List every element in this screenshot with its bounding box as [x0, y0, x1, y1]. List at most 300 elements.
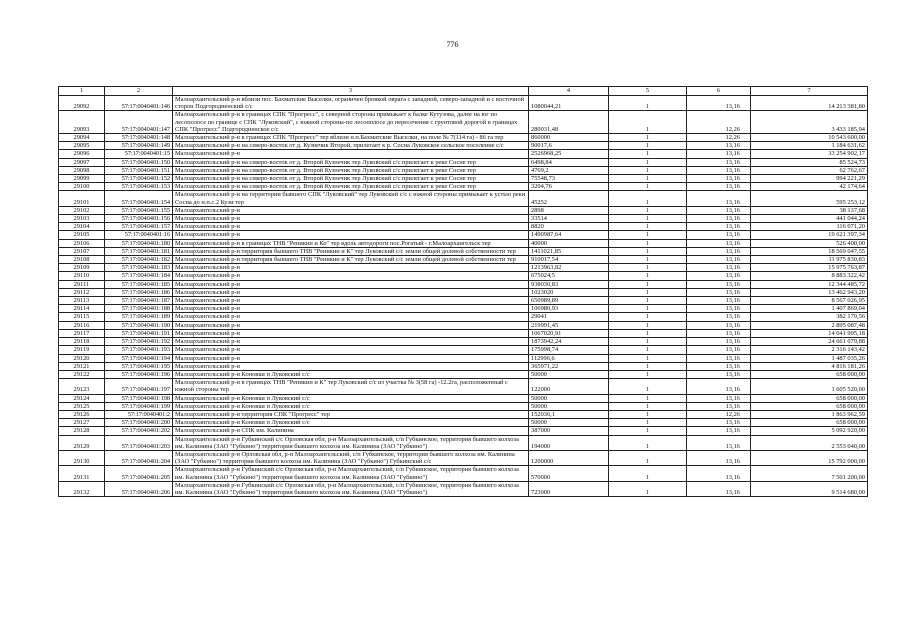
table-row [59, 223, 868, 231]
table-row [59, 419, 868, 427]
table-row [59, 158, 868, 166]
location-description-cell: Малоархангельский р-н на северо-восток от д. Кузнечик Второй, прилегает к р. Сосна Луковское сельское поселение с/с [173, 142, 529, 150]
table-row [59, 329, 868, 337]
cadastral-value-cell: 658 000,00 [751, 394, 868, 402]
location-description-cell: Малоархангельский р-н в границах ТНВ "Реникин и Ко" тер вдоль автодороги пос.Рогатый - г.Малоархангельск тер [173, 239, 529, 247]
location-description-cell: Малоархангельский р-н на северо-восток от д. Второй Кузнечик тер Луковский с/с прилегает к реке Сосне тер [173, 183, 529, 191]
rate-cell: 13,16 [687, 158, 751, 166]
cadastral-value-cell: 42 174,64 [751, 183, 868, 191]
cadastral-value-cell: 1 407 869,04 [751, 305, 868, 313]
cadastral-value-cell: 13 462 943,20 [751, 288, 868, 296]
cadastral-value-cell: 1 605 520,00 [751, 379, 868, 394]
quantity-cell: 1 [609, 288, 687, 296]
area-cell: 29041 [529, 313, 609, 321]
area-cell: 122000 [529, 379, 609, 394]
location-description-cell: Малоархангельский р-н в границах СПК "Прогресс", с северной стороны примыкает к балке Кутузова, далее на юг по лесополосе по границе с СПК "Луковский", с южной стороны-по лесополосе до пересечения с грунтовой дорогой в границах СПК "Прогресс" Подгородненское с/с [173, 111, 529, 134]
cadastral-number-cell: 57:17:0040401:195 [105, 362, 173, 370]
location-description-cell: Малоархангельский р-н [173, 272, 529, 280]
quantity-cell: 1 [609, 410, 687, 418]
quantity-cell: 1 [609, 256, 687, 264]
table-row [59, 362, 868, 370]
rate-cell: 13,16 [687, 370, 751, 378]
quantity-cell: 1 [609, 362, 687, 370]
table-row [59, 297, 868, 305]
quantity-cell: 1 [609, 450, 687, 465]
row-number-cell: 29098 [59, 166, 105, 174]
table-row [59, 313, 868, 321]
cadastral-value-cell: 4 816 181,26 [751, 362, 868, 370]
location-description-cell: Малоархангельский р-н Губкинский с/с Орловская обл, р-н Малоархангельский, с/п Губкинское, территория бывшего колхоза им. Калинина (ЗАО "Губкино") территория бывшего колхоза им. Калинина (ЗАО "Губкино") [173, 466, 529, 481]
area-cell: 1023020 [529, 288, 609, 296]
table-row [59, 394, 868, 402]
area-cell: 1873942,24 [529, 338, 609, 346]
cadastral-number-cell: 57:17:0040401:194 [105, 354, 173, 362]
area-cell: 860000 [529, 134, 609, 142]
rate-cell: 13,16 [687, 402, 751, 410]
area-cell: 194000 [529, 435, 609, 450]
table-row [59, 215, 868, 223]
row-number-cell: 29124 [59, 394, 105, 402]
rate-cell: 13,16 [687, 305, 751, 313]
rate-cell: 13,16 [687, 321, 751, 329]
location-description-cell: Малоархангельский р-н Коновки п Луковский с/с [173, 402, 529, 410]
table-row [59, 338, 868, 346]
cadastral-value-cell: 18 569 047,55 [751, 247, 868, 255]
quantity-cell: 1 [609, 111, 687, 134]
area-cell: 106980,93 [529, 305, 609, 313]
row-number-cell: 29121 [59, 362, 105, 370]
rate-cell: 13,16 [687, 297, 751, 305]
rate-cell: 13,16 [687, 166, 751, 174]
table-row [59, 256, 868, 264]
row-number-cell: 29115 [59, 313, 105, 321]
quantity-cell: 1 [609, 223, 687, 231]
location-description-cell: Малоархангельский р-н [173, 231, 529, 239]
location-description-cell: Малоархангельский р-н в границах СПК "Прогресс" тер вблизи н.п.Бахматские Выселки, на поле № 7(114 га) - 86 га тер [173, 134, 529, 142]
table-row [59, 354, 868, 362]
cadastral-number-cell: 57:17:0040401:182 [105, 256, 173, 264]
location-description-cell: Малоархангельский р-н [173, 223, 529, 231]
rate-cell: 13,16 [687, 239, 751, 247]
cadastral-value-cell: 14 041 995,18 [751, 329, 868, 337]
cadastral-number-cell: 57:17:0040401:157 [105, 223, 173, 231]
table-row [59, 191, 868, 206]
cadastral-number-cell: 57:17:0040401:190 [105, 321, 173, 329]
row-number-cell: 29111 [59, 280, 105, 288]
cadastral-value-cell: 3 433 185,94 [751, 111, 868, 134]
location-description-cell: Малоархангельский р-н на территории бывшего СПК "Луковский" тер Луковский с/с с южной стороны примыкает к устью реки Сосна до н.п.с.2 Кузи тер [173, 191, 529, 206]
location-description-cell: Малоархангельский р-н Коновки п Луковский с/с [173, 419, 529, 427]
rate-cell: 13,16 [687, 362, 751, 370]
row-number-cell: 29112 [59, 288, 105, 296]
cadastral-number-cell: 57:17:0040401:184 [105, 272, 173, 280]
row-number-cell: 29125 [59, 402, 105, 410]
quantity-cell: 1 [609, 183, 687, 191]
column-header: 7 [751, 87, 868, 96]
row-number-cell: 29129 [59, 435, 105, 450]
area-cell: 50000 [529, 370, 609, 378]
area-cell: 910017,54 [529, 256, 609, 264]
cadastral-value-cell: 19 621 397,34 [751, 231, 868, 239]
cadastral-number-cell: 57:17:0040401:202 [105, 427, 173, 435]
rate-cell: 13,16 [687, 354, 751, 362]
cadastral-value-cell: 382 179,56 [751, 313, 868, 321]
location-description-cell: Малоархангельский р-н Коновки п Луковский с/с [173, 370, 529, 378]
area-cell: 45252 [529, 191, 609, 206]
area-cell: 152036,1 [529, 410, 609, 418]
area-cell: 938030,83 [529, 280, 609, 288]
table-row [59, 183, 868, 191]
column-number-row [59, 87, 868, 96]
cadastral-number-cell: 57:17:0040401:204 [105, 450, 173, 465]
row-number-cell: 29113 [59, 297, 105, 305]
cadastral-number-cell: 57:17:0040401:16 [105, 231, 173, 239]
row-number-cell: 29131 [59, 466, 105, 481]
column-header: 5 [609, 87, 687, 96]
cadastral-value-cell: 2 895 087,48 [751, 321, 868, 329]
quantity-cell: 1 [609, 96, 687, 111]
row-number-cell: 29117 [59, 329, 105, 337]
area-cell: 365971,22 [529, 362, 609, 370]
cadastral-number-cell: 57:17:0040401:191 [105, 329, 173, 337]
cadastral-value-cell: 526 400,00 [751, 239, 868, 247]
quantity-cell: 1 [609, 272, 687, 280]
row-number-cell: 29110 [59, 272, 105, 280]
rate-cell: 13,16 [687, 247, 751, 255]
area-cell: 1213963,82 [529, 264, 609, 272]
rate-cell: 13,16 [687, 450, 751, 465]
cadastral-number-cell: 57:17:0040401:193 [105, 346, 173, 354]
cadastral-value-cell: 7 501 200,00 [751, 466, 868, 481]
cadastral-number-cell: 57:17:0040401:151 [105, 166, 173, 174]
page-number: 776 [446, 40, 459, 49]
rate-cell: 13,16 [687, 313, 751, 321]
column-header: 1 [59, 87, 105, 96]
area-cell: 2526968,25 [529, 150, 609, 158]
row-number-cell: 29105 [59, 231, 105, 239]
location-description-cell: Малоархангельский р-н на северо-восток от д. Второй Кузнечик тер Луковский с/с прилегает к реке Сосне тер [173, 166, 529, 174]
row-number-cell: 29114 [59, 305, 105, 313]
location-description-cell: Малоархангельский р-н Губкинский с/с Орловская обл, р-н Малоархангельский, с/п Губкинское, территория бывшего колхоза им. Калинина (ЗАО "Губкино") территория бывшего колхоза им. Калинина (ЗАО "Губкино") [173, 481, 529, 496]
location-description-cell: Малоархангельский р-н Губкинский с/с Орловская обл, р-н Малоархангельский, с/п Губкинское, территория бывшего колхоза им. Калинина (ЗАО "Губкино") территория бывшего колхоза им. Калинина (ЗАО "Губкино") [173, 435, 529, 450]
table-row [59, 280, 868, 288]
row-number-cell: 29126 [59, 410, 105, 418]
area-cell: 4769,2 [529, 166, 609, 174]
location-description-cell: Малоархангельский р-н [173, 362, 529, 370]
quantity-cell: 1 [609, 280, 687, 288]
cadastral-value-cell: 1 184 631,62 [751, 142, 868, 150]
table-row [59, 450, 868, 465]
area-cell: 33514 [529, 215, 609, 223]
location-description-cell: Малоархангельский р-н на северо-восток от д. Второй Кузнечик тер Луковский с/с прилегает к реке Сосне тер [173, 158, 529, 166]
cadastral-number-cell: 57:17:0040401:205 [105, 466, 173, 481]
quantity-cell: 1 [609, 354, 687, 362]
cadastral-number-cell: 57:17:0040401:150 [105, 158, 173, 166]
cadastral-value-cell: 11 975 830,83 [751, 256, 868, 264]
quantity-cell: 1 [609, 346, 687, 354]
area-cell: 723000 [529, 481, 609, 496]
location-description-cell: Малоархангельский р-н [173, 288, 529, 296]
cadastral-number-cell: 57:17:0040401:185 [105, 280, 173, 288]
location-description-cell: Малоархангельский р-н [173, 338, 529, 346]
location-description-cell: Малоархангельский р-н [173, 305, 529, 313]
quantity-cell: 1 [609, 370, 687, 378]
cadastral-number-cell: 57:17:0040401:198 [105, 394, 173, 402]
row-number-cell: 29127 [59, 419, 105, 427]
area-cell: 50000 [529, 402, 609, 410]
table-row [59, 481, 868, 496]
row-number-cell: 29106 [59, 239, 105, 247]
area-cell: 8820 [529, 223, 609, 231]
cadastral-value-cell: 5 092 920,00 [751, 427, 868, 435]
quantity-cell: 1 [609, 305, 687, 313]
rate-cell: 12,26 [687, 410, 751, 418]
location-description-cell: Малоархангельский р-н [173, 329, 529, 337]
row-number-cell: 29122 [59, 370, 105, 378]
area-cell: 675024,5 [529, 272, 609, 280]
cadastral-number-cell: 57:17:0040401:149 [105, 142, 173, 150]
quantity-cell: 1 [609, 427, 687, 435]
cadastral-number-cell: 57:17:0040401:183 [105, 264, 173, 272]
row-number-cell: 29116 [59, 321, 105, 329]
cadastral-number-cell: 57:17:0040401:187 [105, 297, 173, 305]
cadastral-value-cell: 2 316 143,42 [751, 346, 868, 354]
location-description-cell: Малоархангельский р-н [173, 346, 529, 354]
location-description-cell: Малоархангельский р-н [173, 313, 529, 321]
cadastral-number-cell: 57:17:0040401:152 [105, 175, 173, 183]
cadastral-number-cell: 57:17:0040401:186 [105, 288, 173, 296]
rate-cell: 13,16 [687, 256, 751, 264]
location-description-cell: Малоархангельский р-н [173, 280, 529, 288]
table-row [59, 370, 868, 378]
cadastral-value-cell: 994 221,29 [751, 175, 868, 183]
row-number-cell: 29119 [59, 346, 105, 354]
rate-cell: 13,16 [687, 223, 751, 231]
table-row [59, 239, 868, 247]
table-row [59, 111, 868, 134]
cadastral-number-cell: 57:17:0040401:189 [105, 313, 173, 321]
rate-cell: 13,16 [687, 272, 751, 280]
row-number-cell: 29100 [59, 183, 105, 191]
rate-cell: 13,16 [687, 150, 751, 158]
location-description-cell: Малоархангельский р-н Орловская обл, р-н Малоархангельский, с/п Губкинское, территория бывшего колхоза им. Калинина (ЗАО "Губкино") территория бывшего колхоза им. Калинина (ЗАО "Губкино") Губкинский с/с [173, 450, 529, 465]
table-row [59, 435, 868, 450]
rate-cell: 13,16 [687, 466, 751, 481]
cadastral-number-cell: 57:17:0040401:154 [105, 191, 173, 206]
row-number-cell: 29108 [59, 256, 105, 264]
cadastral-value-cell: 658 000,00 [751, 370, 868, 378]
quantity-cell: 1 [609, 264, 687, 272]
cadastral-value-cell: 8 567 026,95 [751, 297, 868, 305]
cadastral-number-cell: 57:17:0040401:15 [105, 150, 173, 158]
table-row [59, 166, 868, 174]
quantity-cell: 1 [609, 239, 687, 247]
row-number-cell: 29097 [59, 158, 105, 166]
row-number-cell: 29118 [59, 338, 105, 346]
table-row [59, 466, 868, 481]
row-number-cell: 29123 [59, 379, 105, 394]
location-description-cell: Малоархангельский р-н территория бывшего ТНВ "Реникин и К" тер Луковский с/с земли общей долевой собственности тер [173, 247, 529, 255]
land-registry-table [58, 86, 868, 497]
area-cell: 175998,74 [529, 346, 609, 354]
area-cell: 90017,6 [529, 142, 609, 150]
cadastral-number-cell: 57:17:0040401:146 [105, 96, 173, 111]
rate-cell: 13,16 [687, 96, 751, 111]
area-cell: 40000 [529, 239, 609, 247]
row-number-cell: 29095 [59, 142, 105, 150]
row-number-cell: 29092 [59, 96, 105, 111]
cadastral-value-cell: 658 000,00 [751, 402, 868, 410]
rate-cell: 13,16 [687, 280, 751, 288]
area-cell: 6498,84 [529, 158, 609, 166]
cadastral-number-cell: 57:17:0040401:188 [105, 305, 173, 313]
location-description-cell: Малоархангельский р-н в границах ТНВ "Реникин и К" тер Луковский с/с из участка № 3(58 га) -12.2га, расположенный с южной стороны тер [173, 379, 529, 394]
location-description-cell: Малоархангельский р-н [173, 215, 529, 223]
cadastral-number-cell: 57:17:0040401:206 [105, 481, 173, 496]
column-header: 3 [173, 87, 529, 96]
column-header: 4 [529, 87, 609, 96]
cadastral-number-cell: 57:17:0040401:199 [105, 402, 173, 410]
row-number-cell: 29102 [59, 206, 105, 214]
cadastral-number-cell: 57:17:0040401:192 [105, 338, 173, 346]
area-cell: 50000 [529, 419, 609, 427]
quantity-cell: 1 [609, 134, 687, 142]
cadastral-value-cell: 441 044,24 [751, 215, 868, 223]
quantity-cell: 1 [609, 191, 687, 206]
location-description-cell: Малоархангельский р-н [173, 297, 529, 305]
area-cell: 50000 [529, 394, 609, 402]
area-cell: 3204,76 [529, 183, 609, 191]
quantity-cell: 1 [609, 247, 687, 255]
table-row [59, 134, 868, 142]
table-row [59, 321, 868, 329]
row-number-cell: 29107 [59, 247, 105, 255]
cadastral-value-cell: 33 254 902,17 [751, 150, 868, 158]
rate-cell: 13,16 [687, 215, 751, 223]
area-cell: 570000 [529, 466, 609, 481]
area-cell: 1411021,85 [529, 247, 609, 255]
area-cell: 219991,45 [529, 321, 609, 329]
area-cell: 1490987,64 [529, 231, 609, 239]
cadastral-value-cell: 24 661 079,88 [751, 338, 868, 346]
location-description-cell: Малоархангельский р-н территория бывшего ТНВ "Реникин и К" тер Луковский с/с земли общей долевой собственности тер [173, 256, 529, 264]
quantity-cell: 1 [609, 142, 687, 150]
rate-cell: 12,26 [687, 134, 751, 142]
quantity-cell: 1 [609, 166, 687, 174]
table-row [59, 175, 868, 183]
table-row [59, 410, 868, 418]
cadastral-value-cell: 1 487 035,26 [751, 354, 868, 362]
cadastral-value-cell: 8 883 322,42 [751, 272, 868, 280]
cadastral-number-cell: 57:17:0040401:156 [105, 215, 173, 223]
area-cell: 1200000 [529, 450, 609, 465]
cadastral-value-cell: 38 137,68 [751, 206, 868, 214]
rate-cell: 13,16 [687, 379, 751, 394]
rate-cell: 13,16 [687, 435, 751, 450]
location-description-cell: Малоархангельский р-н Коновки п Луковский с/с [173, 394, 529, 402]
quantity-cell: 1 [609, 321, 687, 329]
quantity-cell: 1 [609, 379, 687, 394]
cadastral-number-cell: 57:17:0040401:2 [105, 410, 173, 418]
cadastral-value-cell: 14 213 381,80 [751, 96, 868, 111]
cadastral-number-cell: 57:17:0040401:196 [105, 370, 173, 378]
cadastral-value-cell: 2 553 040,00 [751, 435, 868, 450]
quantity-cell: 1 [609, 150, 687, 158]
rate-cell: 13,16 [687, 338, 751, 346]
cadastral-number-cell: 57:17:0040401:200 [105, 419, 173, 427]
table-row [59, 288, 868, 296]
cadastral-number-cell: 57:17:0040401:181 [105, 247, 173, 255]
table-row [59, 379, 868, 394]
cadastral-number-cell: 57:17:0040401:148 [105, 134, 173, 142]
rate-cell: 13,16 [687, 346, 751, 354]
quantity-cell: 1 [609, 329, 687, 337]
cadastral-number-cell: 57:17:0040401:153 [105, 183, 173, 191]
row-number-cell: 29120 [59, 354, 105, 362]
table-row [59, 96, 868, 111]
cadastral-value-cell: 12 344 485,72 [751, 280, 868, 288]
table-row [59, 272, 868, 280]
row-number-cell: 29099 [59, 175, 105, 183]
rate-cell: 13,16 [687, 175, 751, 183]
location-description-cell: Малоархангельский р-н [173, 264, 529, 272]
quantity-cell: 1 [609, 158, 687, 166]
rate-cell: 13,16 [687, 288, 751, 296]
cadastral-value-cell: 85 524,73 [751, 158, 868, 166]
table-row [59, 402, 868, 410]
table-row [59, 231, 868, 239]
row-number-cell: 29132 [59, 481, 105, 496]
rate-cell: 13,16 [687, 264, 751, 272]
location-description-cell: Малоархангельский р-н СПК им. Калинина [173, 427, 529, 435]
quantity-cell: 1 [609, 394, 687, 402]
rate-cell: 13,16 [687, 394, 751, 402]
column-header: 2 [105, 87, 173, 96]
area-cell: 1067020,91 [529, 329, 609, 337]
quantity-cell: 1 [609, 466, 687, 481]
quantity-cell: 1 [609, 215, 687, 223]
cadastral-number-cell: 57:17:0040401:180 [105, 239, 173, 247]
location-description-cell: Малоархангельский р-н [173, 354, 529, 362]
quantity-cell: 1 [609, 481, 687, 496]
location-description-cell: Малоархангельский р-н [173, 206, 529, 214]
row-number-cell: 29109 [59, 264, 105, 272]
area-cell: 1080044,21 [529, 96, 609, 111]
cadastral-value-cell: 1 863 962,59 [751, 410, 868, 418]
row-number-cell: 29096 [59, 150, 105, 158]
table-row [59, 206, 868, 214]
cadastral-number-cell: 57:17:0040401:155 [105, 206, 173, 214]
cadastral-value-cell: 9 514 680,00 [751, 481, 868, 496]
rate-cell: 13,16 [687, 231, 751, 239]
cadastral-value-cell: 116 071,20 [751, 223, 868, 231]
row-number-cell: 29128 [59, 427, 105, 435]
cadastral-value-cell: 62 762,67 [751, 166, 868, 174]
cadastral-value-cell: 10 543 600,00 [751, 134, 868, 142]
area-cell: 75548,73 [529, 175, 609, 183]
cadastral-value-cell: 15 975 763,87 [751, 264, 868, 272]
row-number-cell: 29101 [59, 191, 105, 206]
cadastral-number-cell: 57:17:0040401:203 [105, 435, 173, 450]
column-header: 6 [687, 87, 751, 96]
cadastral-number-cell: 57:17:0040401:197 [105, 379, 173, 394]
table-row [59, 346, 868, 354]
quantity-cell: 1 [609, 338, 687, 346]
quantity-cell: 1 [609, 297, 687, 305]
quantity-cell: 1 [609, 231, 687, 239]
cadastral-value-cell: 658 000,00 [751, 419, 868, 427]
row-number-cell: 29103 [59, 215, 105, 223]
